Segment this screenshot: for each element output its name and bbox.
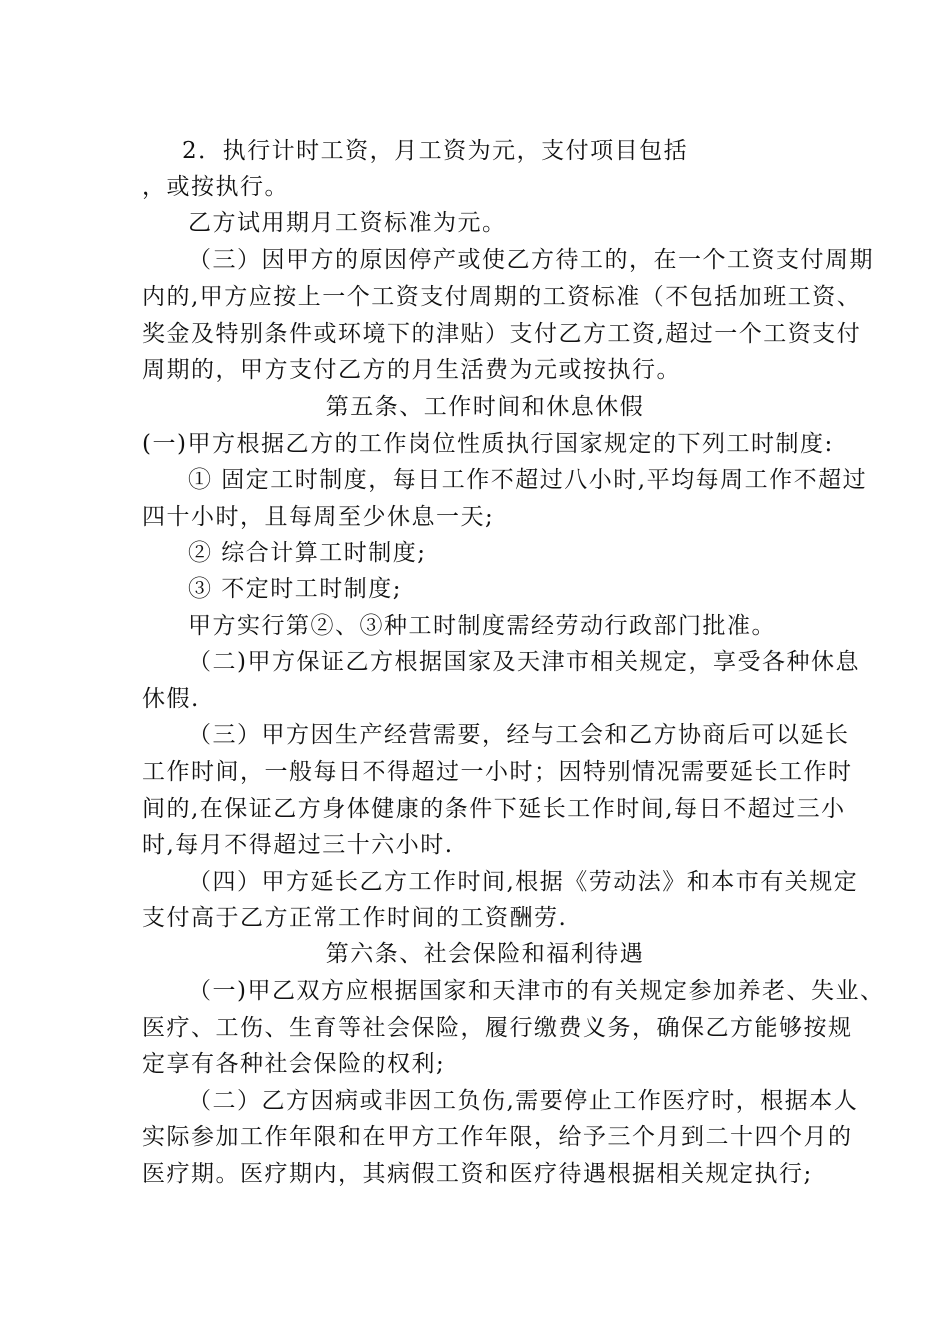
text-line: 工作时间，一般每日不得超过一小时；因特别情况需要延长工作时 [142, 759, 853, 785]
text-line: 医疗期。医疗期内，其病假工资和医疗待遇根据相关规定执行; [142, 1161, 813, 1187]
text-line: 2．执行计时工资，月工资为元，支付项目包括 [182, 138, 689, 164]
text-line: 四十小时，且每周至少休息一天; [142, 504, 495, 530]
text-line: ，或按执行。 [142, 174, 289, 200]
text-line: 时,每月不得超过三十六小时. [142, 832, 454, 858]
text-line: ② 综合计算工时制度; [188, 540, 427, 566]
text-line: （一)甲乙双方应根据国家和天津市的有关规定参加养老、失业、 [188, 978, 885, 1004]
text-line: ③ 不定时工时制度; [188, 576, 403, 602]
text-line: (一)甲方根据乙方的工作岗位性质执行国家规定的下列工时制度: [142, 431, 834, 457]
text-line: 周期的，甲方支付乙方的月生活费为元或按执行。 [142, 357, 681, 383]
text-line: 间的,在保证乙方身体健康的条件下延长工作时间,每日不超过三小 [142, 796, 846, 822]
text-line: （四）甲方延长乙方工作时间,根据《劳动法》和本市有关规定 [188, 869, 859, 895]
text-line: 实际参加工作年限和在甲方工作年限，给予三个月到二十四个月的 [142, 1124, 853, 1150]
text-line: 甲方实行第②、③种工时制度需经劳动行政部门批准。 [188, 613, 776, 639]
section-heading: 第五条、工作时间和休息休假 [325, 394, 645, 420]
section-heading: 第六条、社会保险和福利待遇 [325, 941, 645, 967]
text-line: 休假. [142, 686, 200, 712]
text-line: 内的,甲方应按上一个工资支付周期的工资标准（不包括加班工资、 [142, 284, 862, 310]
text-line: 医疗、工伤、生育等社会保险，履行缴费义务，确保乙方能够按规 [142, 1015, 853, 1041]
text-line: （三）因甲方的原因停产或使乙方待工的，在一个工资支付周期 [188, 247, 874, 273]
text-line: （三）甲方因生产经营需要，经与工会和乙方协商后可以延长 [188, 722, 850, 748]
text-line: 定享有各种社会保险的权利; [142, 1051, 446, 1077]
text-line: 奖金及特别条件或环境下的津贴）支付乙方工资,超过一个工资支付 [142, 321, 862, 347]
text-line: （二）乙方因病或非因工负伤,需要停止工作医疗时，根据本人 [188, 1088, 859, 1114]
text-line: 支付高于乙方正常工作时间的工资酬劳. [142, 905, 568, 931]
text-line: 乙方试用期月工资标准为元。 [188, 210, 507, 236]
text-line: ① 固定工时制度，每日工作不超过八小时,平均每周工作不超过 [188, 467, 868, 493]
text-line: （二)甲方保证乙方根据国家及天津市相关规定，享受各种休息 [188, 649, 860, 675]
